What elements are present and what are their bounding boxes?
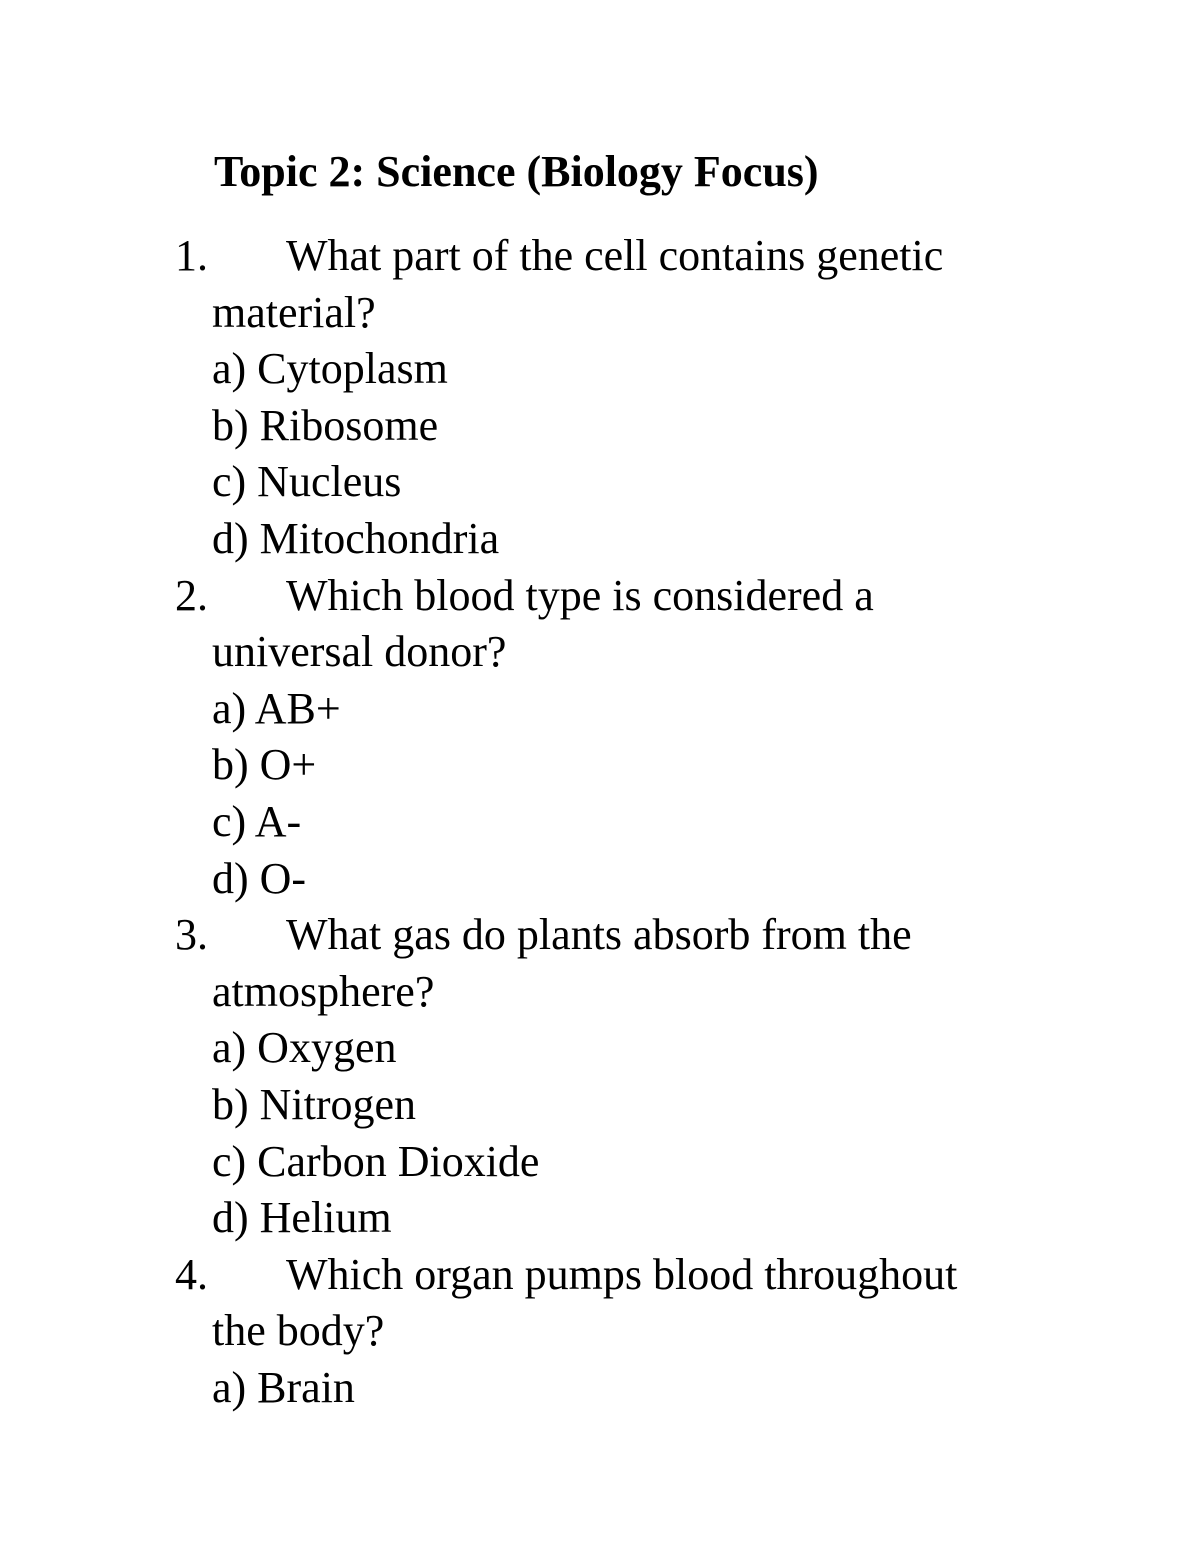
answer-option [0,1360,1200,1417]
question-text-continued: material? [212,287,376,337]
option-b: b) O+ [212,740,317,790]
option-d: d) O- [212,853,307,903]
question-2 [0,568,1200,625]
question-text: What part of the cell contains genetic [286,231,944,280]
answer-option [0,511,1200,568]
answer-option [0,681,1200,738]
question-2-continuation [0,624,1200,681]
page-title: Topic 2: Science (Biology Focus) [214,147,819,196]
option-b: b) Nitrogen [212,1079,417,1129]
question-1 [0,228,1200,285]
option-c: c) Carbon Dioxide [212,1136,540,1186]
question-4-continuation [0,1303,1200,1360]
answer-option [0,851,1200,908]
option-b: b) Ribosome [212,400,439,450]
question-4 [0,1247,1200,1304]
question-text-continued: atmosphere? [212,966,435,1016]
question-3-continuation [0,964,1200,1021]
answer-option [0,341,1200,398]
answer-option [0,737,1200,794]
question-3 [0,907,1200,964]
answer-option [0,794,1200,851]
option-d: d) Helium [212,1193,392,1243]
option-a: a) Cytoplasm [212,344,448,394]
answer-option [0,1190,1200,1247]
question-number: 4. [175,1249,208,1299]
answer-option [0,1020,1200,1077]
option-a: a) Brain [212,1362,355,1412]
question-text-continued: universal donor? [212,627,507,677]
question-text-continued: the body? [212,1306,385,1356]
question-number: 3. [175,910,208,960]
option-c: c) Nucleus [212,457,402,507]
question-text: What gas do plants absorb from the [286,910,912,960]
question-1-continuation [0,285,1200,342]
answer-option [0,1134,1200,1191]
question-text: Which organ pumps blood throughout [286,1249,958,1299]
question-number: 2. [175,570,208,620]
option-a: a) AB+ [212,683,341,733]
question-number: 1. [175,231,208,280]
question-text: Which blood type is considered a [286,570,874,620]
option-a: a) Oxygen [212,1023,397,1073]
option-d: d) Mitochondria [212,513,500,563]
answer-option [0,1077,1200,1134]
option-c: c) A- [212,796,302,846]
answer-option [0,398,1200,455]
answer-option [0,454,1200,511]
question-list [0,228,1200,1416]
